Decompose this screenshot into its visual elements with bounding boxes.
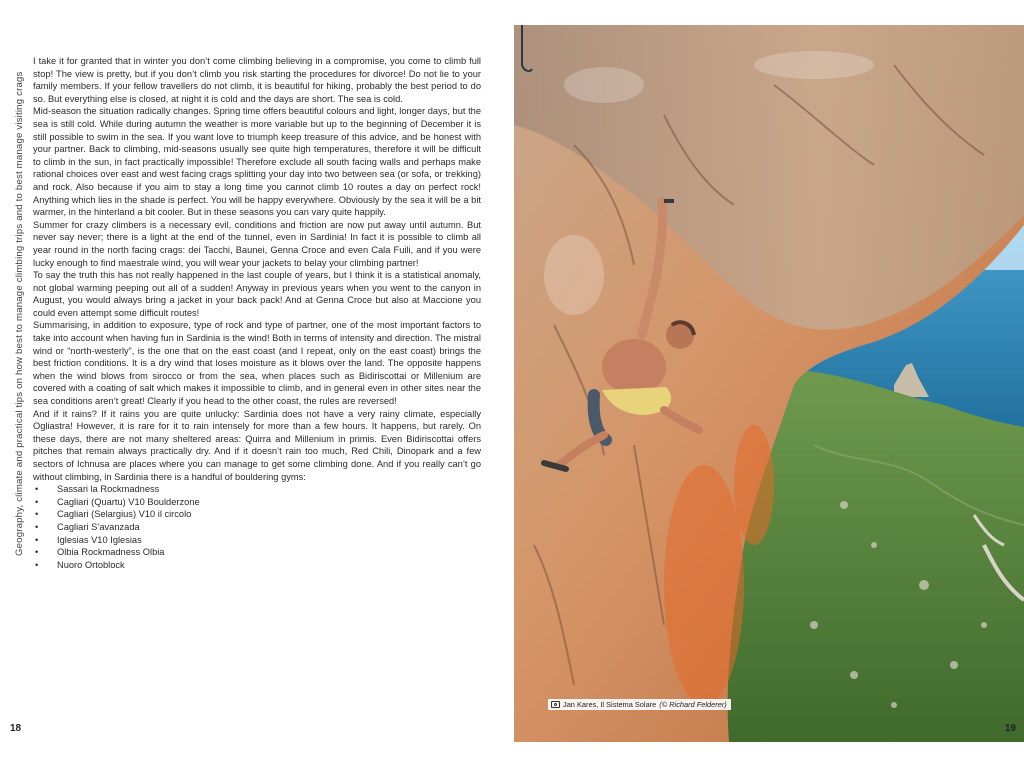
- paragraph: I take it for granted that in winter you don’t come climbing believing in a compromise, you come to climb full stop! The view is pretty, but if you don’t climb you risk starting the procedures for divorce! Do not lie to your family members. If your fellow travellers do not climb, it is beautiful for hiking, probably the best period to do so. But everything else is closed, at night it is cold and the days are short. The sea is cold.: [33, 56, 481, 104]
- photo-caption: [548, 699, 731, 710]
- caption-text: Jan Kares, Il Sistema Solare: [563, 700, 657, 709]
- running-head: Geography, climate and practical tips on how best to manage climbing trips and to best manage visiting crags: [14, 71, 25, 556]
- paragraph: Summarising, in addition to exposure, type of rock and type of partner, one of the most important factors to take into account when having fun in Sardinia is the wind! Both in terms of intensity and direction. The mistral wind or “north-westerly”, is the one that on the east coast (and I repeat, only on the east coast) brings the best friction conditions. It is a dry wind that loses moisture as it blows over the land. The opposite happens when the wind blows from sirocco or from the sea, when places such as Bidiriscottai or Millenium are covered with a coating of salt which makes it impossible to climb, and in general even in other sites near the sea conditions aren’t great! Clearly if you head to the other coast, the rules are reversed!: [33, 320, 481, 407]
- list-item: • Cagliari (Selargius) V10 il circolo: [33, 508, 481, 521]
- caption-credit: (© Richard Felderer): [659, 700, 727, 709]
- climbing-photo: [514, 25, 1024, 742]
- list-item: • Cagliari S’avanzada: [33, 521, 481, 534]
- paragraph: To say the truth this has not really happened in the last couple of years, but I think it is a statistical anomaly, not global warming peeping out all of a sudden! Anyway in previous years when you went to the canyon in August, you would always bring a jacket in your back pack! And at Genna Croce but also at Maccione you could even attempt some difficult routes!: [33, 270, 481, 318]
- page-number-right: 19: [1004, 723, 1016, 734]
- list-item: • Iglesias V10 Iglesias: [33, 534, 481, 547]
- bouldering-gym-list: [33, 483, 481, 571]
- list-item: • Cagliari (Quartu) V10 Boulderzone: [33, 496, 481, 509]
- body-text: [33, 55, 481, 571]
- paragraph: Summer for crazy climbers is a necessary evil, conditions and friction are now put away until autumn. But never say never; there is a light at the end of the tunnel, even in Sardinia! In fact it is possible to climb all year round in the north facing crags: dei Tacchi, Baunei, Genna Croce and even Cala Fuili, and if you were lucky enough to find maestrale wind, you will wear your jackets to belay your climbing partner!: [33, 219, 481, 268]
- list-item: • Olbia Rockmadness Olbia: [33, 546, 481, 559]
- paragraph: And if it rains? If it rains you are quite unlucky: Sardinia does not have a very rainy climate, especially Ogliastra! However, it is rare for it to rain intensely for more than a few hours. It happens, but rarely. On these days, there are not many sheltered areas: Quirra and Millenium in primis. Even Bidiriscottai offers pitches that remain always practically dry. And if it doesn’t rain too much, Red Chili, Dinopark and a few sectors of Ichnusa are places where you can manage to get some climbing done. And if you really can’t go without climbing, in Sardinia there is a handful of bouldering gyms:: [33, 408, 481, 482]
- list-item: • Nuoro Ortoblock: [33, 559, 481, 572]
- camera-icon: [551, 701, 560, 708]
- list-item: • Sassari la Rockmadness: [33, 483, 481, 496]
- paragraph: Mid-season the situation radically changes. Spring time offers beautiful colours and light, longer days, but the sea is still cold. While during autumn the weather is more variable but up to the beginning of December it is still possible to swim in the sea. If you want love to triumph keep treasure of this advice, and be honest with your partner. Back to climbing, mid-seasons usually see quite high temperatures, therefore it will be difficult to climb in the sun, in fact practically impossible! Therefore exclude all south facing walls and perhaps make rational choices over east and west facing crags splitting your day into two between sea (or sofa, or trekking) and rock. Also because if you aim to stay a long time you cannot climb 10 routes a day on perfect rock! Anything which lies in the shade is perfect. You will be happy everywhere. Obviously by the sea it will be a bit warmer, in the hinterland a bit cooler. But in these seasons you can vary quite happily.: [33, 106, 481, 218]
- page-number-left: 18: [10, 723, 22, 734]
